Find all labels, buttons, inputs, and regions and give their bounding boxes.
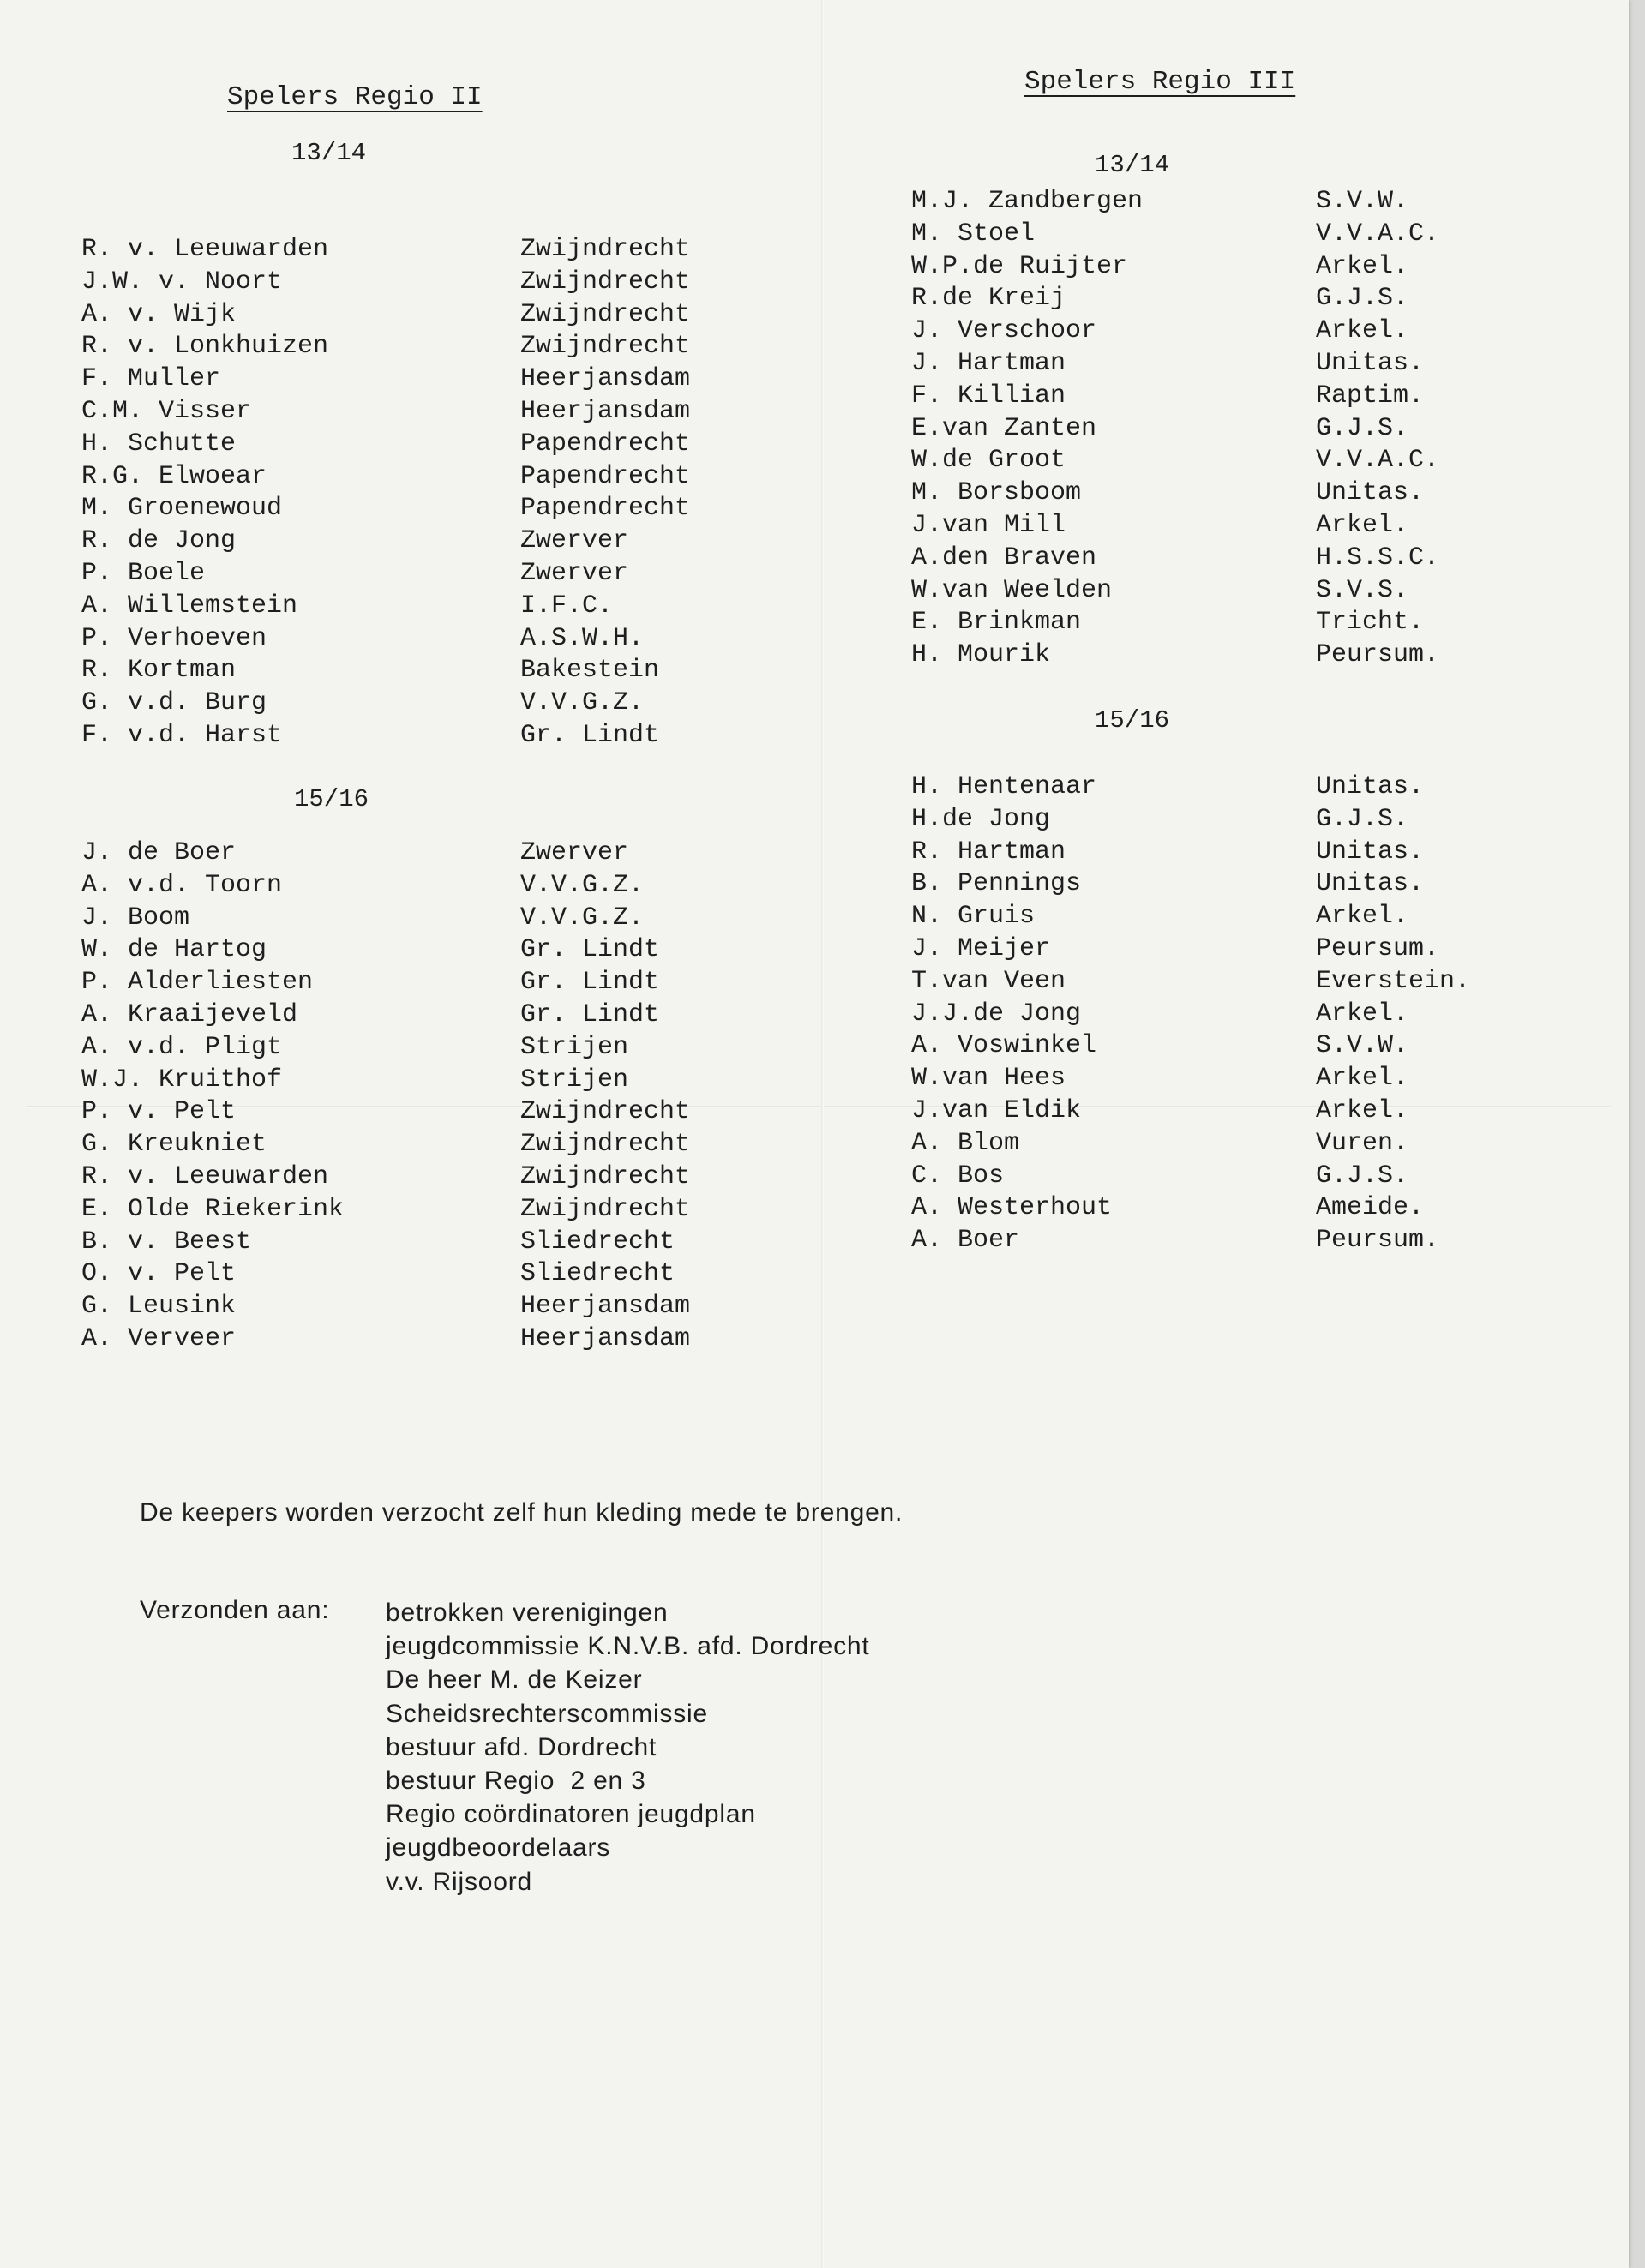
- player-club: Arkel.: [1316, 511, 1409, 540]
- player-name: A. Blom: [911, 1128, 1020, 1158]
- player-name: M.J. Zandbergen: [911, 187, 1144, 216]
- player-club: Peursum.: [1316, 934, 1440, 963]
- distribution-label: Verzonden aan:: [140, 1596, 330, 1624]
- player-name: A. Verveer: [81, 1324, 237, 1353]
- player-club: Arkel.: [1316, 1096, 1409, 1125]
- player-name: O. v. Pelt: [81, 1259, 237, 1289]
- player-club: Zwerver: [520, 526, 629, 556]
- regio3-age-13-14: 13/14: [1095, 151, 1170, 179]
- fold-crease-vertical: [821, 0, 824, 2268]
- player-name: J.van Eldik: [911, 1096, 1082, 1125]
- player-club: Tricht.: [1316, 608, 1425, 638]
- player-name: F. Muller: [81, 364, 221, 394]
- player-club: Raptim.: [1316, 381, 1425, 411]
- player-club: Zwijndrecht: [520, 235, 691, 264]
- regio2-age-15-16: 15/16: [294, 785, 369, 813]
- player-name: P. Alderliesten: [81, 968, 314, 998]
- player-club: Gr. Lindt: [520, 968, 660, 998]
- player-name: P. v. Pelt: [81, 1097, 237, 1127]
- player-name: A. v.d. Toorn: [81, 870, 283, 900]
- player-club: Vuren.: [1316, 1128, 1409, 1158]
- player-name: A. Willemstein: [81, 591, 298, 621]
- player-name: W.van Weelden: [911, 575, 1113, 605]
- player-club: V.V.G.Z.: [520, 870, 645, 900]
- player-club: Peursum.: [1316, 640, 1440, 670]
- recipient-item: v.v. Rijsoord: [386, 1867, 532, 1896]
- player-name: A. Westerhout: [911, 1193, 1113, 1223]
- player-club: Strijen: [520, 1065, 629, 1095]
- player-club: Papendrecht: [520, 429, 691, 459]
- keepers-note: De keepers worden verzocht zelf hun kleding mede te brengen.: [140, 1498, 904, 1527]
- player-name: R. Hartman: [911, 837, 1066, 867]
- player-club: Unitas.: [1316, 478, 1425, 508]
- player-club: Ameide.: [1316, 1193, 1425, 1223]
- player-name: J. Meijer: [911, 934, 1051, 963]
- player-name: A. Boer: [911, 1226, 1020, 1256]
- regio3-heading: Spelers Regio III: [1024, 67, 1296, 97]
- player-club: Peursum.: [1316, 1226, 1440, 1256]
- player-club: Unitas.: [1316, 349, 1425, 378]
- recipient-item: De heer M. de Keizer: [386, 1665, 643, 1695]
- player-club: Sliedrecht: [520, 1259, 675, 1289]
- player-club: Zwijndrecht: [520, 332, 691, 362]
- player-name: J.van Mill: [911, 511, 1066, 540]
- player-name: F. Killian: [911, 381, 1066, 411]
- player-name: P. Verhoeven: [81, 623, 267, 653]
- player-name: E. Olde Riekerink: [81, 1194, 345, 1224]
- player-name: R. v. Lonkhuizen: [81, 332, 329, 362]
- player-name: M. Groenewoud: [81, 494, 283, 524]
- player-club: Zwijndrecht: [520, 1194, 691, 1224]
- player-club: G.J.S.: [1316, 413, 1409, 443]
- player-name: J. Hartman: [911, 349, 1066, 378]
- player-club: Unitas.: [1316, 869, 1425, 899]
- player-club: Unitas.: [1316, 772, 1425, 801]
- player-name: B. Pennings: [911, 869, 1082, 899]
- player-club: I.F.C.: [520, 591, 614, 621]
- player-club: G.J.S.: [1316, 804, 1409, 834]
- player-name: A.den Braven: [911, 543, 1097, 573]
- player-club: G.J.S.: [1316, 1161, 1409, 1191]
- player-name: W.P.de Ruijter: [911, 251, 1128, 281]
- player-name: C.M. Visser: [81, 397, 252, 426]
- player-name: R.G. Elwoear: [81, 461, 267, 491]
- player-club: V.V.A.C.: [1316, 446, 1440, 476]
- player-club: Arkel.: [1316, 999, 1409, 1029]
- recipient-item: Scheidsrechterscommissie: [386, 1699, 708, 1728]
- player-club: Arkel.: [1316, 251, 1409, 281]
- player-club: Zwijndrecht: [520, 1162, 691, 1191]
- player-name: W.de Groot: [911, 446, 1066, 476]
- player-club: Heerjansdam: [520, 1292, 691, 1322]
- player-name: G. v.d. Burg: [81, 688, 267, 718]
- player-club: Bakestein: [520, 656, 660, 686]
- player-name: J.J.de Jong: [911, 999, 1082, 1029]
- player-club: V.V.G.Z.: [520, 688, 645, 718]
- player-club: S.V.W.: [1316, 187, 1409, 216]
- player-club: V.V.G.Z.: [520, 903, 645, 933]
- player-name: R.de Kreij: [911, 284, 1066, 314]
- player-club: A.S.W.H.: [520, 623, 645, 653]
- regio2-age-13-14: 13/14: [291, 139, 367, 167]
- player-name: C. Bos: [911, 1161, 1005, 1191]
- player-name: M. Stoel: [911, 219, 1036, 249]
- player-name: R. v. Leeuwarden: [81, 1162, 329, 1191]
- player-club: Zwijndrecht: [520, 299, 691, 329]
- player-name: R. Kortman: [81, 656, 237, 686]
- regio3-age-15-16: 15/16: [1095, 706, 1170, 735]
- player-name: P. Boele: [81, 559, 206, 588]
- recipient-item: bestuur Regio 2 en 3: [386, 1767, 646, 1795]
- player-name: W.van Hees: [911, 1064, 1066, 1094]
- player-club: Papendrecht: [520, 494, 691, 524]
- player-club: Arkel.: [1316, 316, 1409, 346]
- player-name: J. Verschoor: [911, 316, 1097, 346]
- player-club: G.J.S.: [1316, 284, 1409, 314]
- recipient-item: Regio coördinatoren jeugdplan: [386, 1800, 756, 1829]
- player-club: Papendrecht: [520, 461, 691, 491]
- player-name: G. Leusink: [81, 1292, 237, 1322]
- player-name: J.W. v. Noort: [81, 267, 283, 297]
- player-name: H. Hentenaar: [911, 772, 1097, 801]
- player-name: R. v. Leeuwarden: [81, 235, 329, 264]
- player-club: Zwijndrecht: [520, 267, 691, 297]
- player-name: W.J. Kruithof: [81, 1065, 283, 1095]
- player-club: Zwijndrecht: [520, 1097, 691, 1127]
- player-name: R. de Jong: [81, 526, 237, 556]
- recipient-item: bestuur afd. Dordrecht: [386, 1732, 657, 1761]
- player-club: Heerjansdam: [520, 1324, 691, 1353]
- player-club: Unitas.: [1316, 837, 1425, 867]
- player-club: Everstein.: [1316, 966, 1471, 996]
- player-name: F. v.d. Harst: [81, 721, 283, 750]
- player-club: Gr. Lindt: [520, 721, 660, 750]
- player-name: M. Borsboom: [911, 478, 1082, 508]
- player-name: E. Brinkman: [911, 608, 1082, 638]
- recipient-item: jeugdbeoordelaars: [386, 1833, 611, 1863]
- regio2-heading: Spelers Regio II: [227, 82, 483, 112]
- player-name: A. v.d. Pligt: [81, 1032, 283, 1062]
- player-club: Zwijndrecht: [520, 1130, 691, 1160]
- player-name: H. Schutte: [81, 429, 237, 459]
- player-club: Arkel.: [1316, 902, 1409, 932]
- player-name: H. Mourik: [911, 640, 1051, 670]
- player-club: Gr. Lindt: [520, 935, 660, 965]
- player-club: S.V.W.: [1316, 1031, 1409, 1061]
- player-name: A. Voswinkel: [911, 1031, 1097, 1061]
- player-club: S.V.S.: [1316, 575, 1409, 605]
- player-name: A. Kraaijeveld: [81, 1000, 298, 1029]
- player-club: Heerjansdam: [520, 397, 691, 426]
- player-name: W. de Hartog: [81, 935, 267, 965]
- player-club: Arkel.: [1316, 1064, 1409, 1094]
- player-club: V.V.A.C.: [1316, 219, 1440, 249]
- player-name: J. de Boer: [81, 838, 237, 867]
- player-club: Gr. Lindt: [520, 1000, 660, 1029]
- player-name: E.van Zanten: [911, 413, 1097, 443]
- player-name: J. Boom: [81, 903, 190, 933]
- player-name: G. Kreukniet: [81, 1130, 267, 1160]
- player-club: H.S.S.C.: [1316, 543, 1440, 573]
- player-club: Heerjansdam: [520, 364, 691, 394]
- recipient-item: betrokken verenigingen: [386, 1599, 669, 1627]
- recipient-item: jeugdcommissie K.N.V.B. afd. Dordrecht: [386, 1632, 870, 1661]
- player-name: N. Gruis: [911, 902, 1036, 932]
- player-club: Zwerver: [520, 838, 629, 867]
- player-club: Zwerver: [520, 559, 629, 588]
- player-name: B. v. Beest: [81, 1227, 252, 1257]
- player-name: A. v. Wijk: [81, 299, 237, 329]
- player-name: T.van Veen: [911, 966, 1066, 996]
- player-club: Strijen: [520, 1032, 629, 1062]
- player-name: H.de Jong: [911, 804, 1051, 834]
- player-club: Sliedrecht: [520, 1227, 675, 1257]
